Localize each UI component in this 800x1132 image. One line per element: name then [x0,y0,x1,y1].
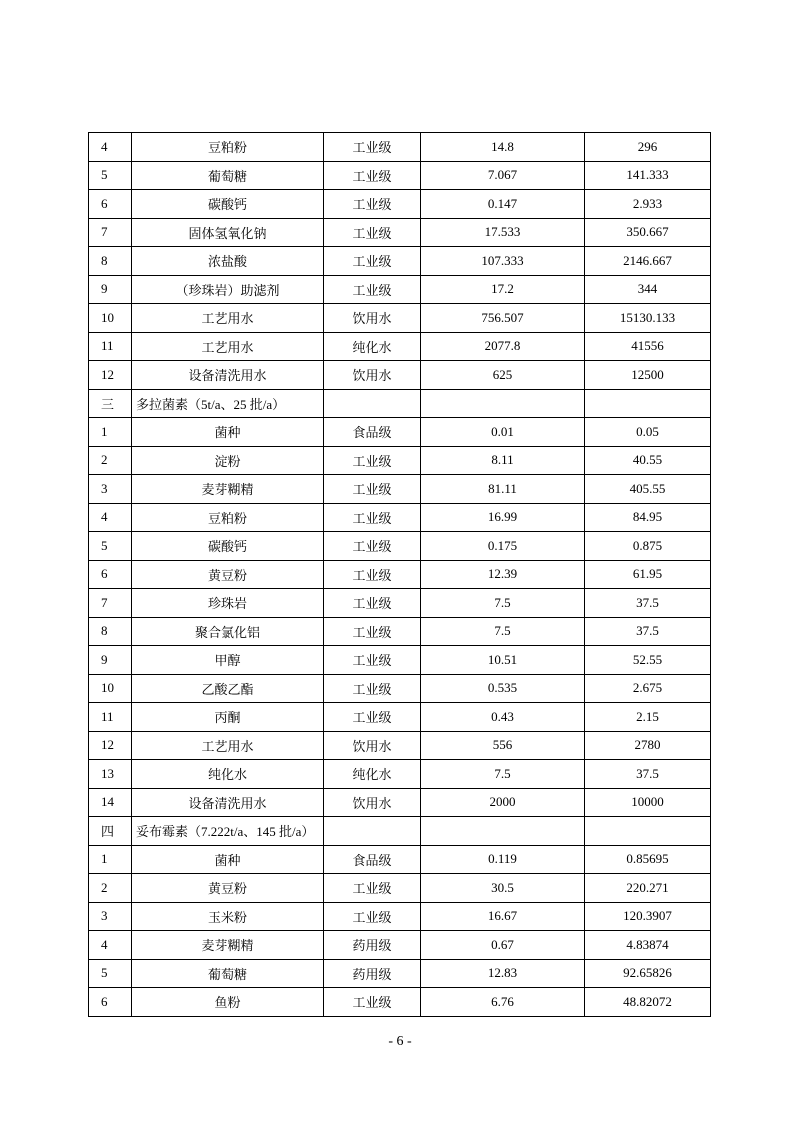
amount-cell: 8.11 [421,446,585,475]
empty-cell [585,817,711,846]
material-name-cell: 设备清洗用水 [132,361,324,390]
material-name-cell: 葡萄糖 [132,959,324,988]
row-number-cell: 10 [89,304,132,333]
total-cell: 37.5 [585,589,711,618]
grade-cell: 工业级 [324,532,421,561]
amount-cell: 12.83 [421,959,585,988]
total-cell: 350.667 [585,218,711,247]
amount-cell: 2077.8 [421,332,585,361]
material-name-cell: 豆粕粉 [132,133,324,162]
section-number-cell: 四 [89,817,132,846]
total-cell: 2.15 [585,703,711,732]
amount-cell: 2000 [421,788,585,817]
row-number-cell: 4 [89,931,132,960]
row-number-cell: 4 [89,133,132,162]
row-number-cell: 12 [89,731,132,760]
grade-cell: 饮用水 [324,788,421,817]
total-cell: 48.82072 [585,988,711,1017]
amount-cell: 7.067 [421,161,585,190]
table-row [89,161,711,190]
amount-cell: 7.5 [421,589,585,618]
total-cell: 2.933 [585,190,711,219]
grade-cell: 工业级 [324,446,421,475]
total-cell: 37.5 [585,617,711,646]
section-title-cell: 多拉菌素（5t/a、25 批/a） [132,389,324,418]
row-number-cell: 7 [89,589,132,618]
material-name-cell: 黄豆粉 [132,874,324,903]
amount-cell: 14.8 [421,133,585,162]
table-row [89,133,711,162]
raw-material-table [88,132,711,1017]
empty-cell [324,817,421,846]
total-cell: 2146.667 [585,247,711,276]
material-name-cell: （珍珠岩）助滤剂 [132,275,324,304]
total-cell: 12500 [585,361,711,390]
empty-cell [324,389,421,418]
grade-cell: 药用级 [324,931,421,960]
row-number-cell: 6 [89,988,132,1017]
grade-cell: 食品级 [324,418,421,447]
material-name-cell: 乙酸乙酯 [132,674,324,703]
material-name-cell: 工艺用水 [132,731,324,760]
row-number-cell: 4 [89,503,132,532]
table-row [89,788,711,817]
table-row [89,560,711,589]
empty-cell [421,817,585,846]
section-title-cell: 妥布霉素（7.222t/a、145 批/a） [132,817,324,846]
table-row [89,247,711,276]
table-row [89,418,711,447]
table-row [89,760,711,789]
table-row [89,503,711,532]
material-name-cell: 麦芽糊精 [132,475,324,504]
row-number-cell: 6 [89,560,132,589]
material-name-cell: 聚合氯化铝 [132,617,324,646]
grade-cell: 工业级 [324,902,421,931]
material-name-cell: 碳酸钙 [132,532,324,561]
total-cell: 0.85695 [585,845,711,874]
table-row [89,674,711,703]
total-cell: 0.05 [585,418,711,447]
table-row [89,475,711,504]
grade-cell: 食品级 [324,845,421,874]
empty-cell [585,389,711,418]
table-row [89,332,711,361]
amount-cell: 12.39 [421,560,585,589]
row-number-cell: 3 [89,475,132,504]
total-cell: 4.83874 [585,931,711,960]
row-number-cell: 10 [89,674,132,703]
grade-cell: 工业级 [324,503,421,532]
amount-cell: 0.119 [421,845,585,874]
grade-cell: 工业级 [324,275,421,304]
row-number-cell: 13 [89,760,132,789]
table-row [89,190,711,219]
material-name-cell: 浓盐酸 [132,247,324,276]
total-cell: 40.55 [585,446,711,475]
amount-cell: 16.99 [421,503,585,532]
amount-cell: 81.11 [421,475,585,504]
row-number-cell: 1 [89,845,132,874]
row-number-cell: 3 [89,902,132,931]
material-name-cell: 固体氢氧化钠 [132,218,324,247]
material-name-cell: 珍珠岩 [132,589,324,618]
material-name-cell: 鱼粉 [132,988,324,1017]
grade-cell: 工业级 [324,589,421,618]
row-number-cell: 5 [89,959,132,988]
row-number-cell: 14 [89,788,132,817]
total-cell: 120.3907 [585,902,711,931]
total-cell: 84.95 [585,503,711,532]
table-row [89,959,711,988]
row-number-cell: 9 [89,275,132,304]
amount-cell: 0.535 [421,674,585,703]
material-name-cell: 甲醇 [132,646,324,675]
row-number-cell: 8 [89,247,132,276]
material-name-cell: 黄豆粉 [132,560,324,589]
total-cell: 2780 [585,731,711,760]
table-row [89,731,711,760]
table-row [89,532,711,561]
material-name-cell: 纯化水 [132,760,324,789]
table-row [89,988,711,1017]
total-cell: 61.95 [585,560,711,589]
table-row [89,361,711,390]
table-row [89,703,711,732]
material-name-cell: 菌种 [132,418,324,447]
grade-cell: 工业级 [324,674,421,703]
grade-cell: 纯化水 [324,332,421,361]
table-row [89,275,711,304]
table-row [89,304,711,333]
grade-cell: 工业级 [324,247,421,276]
total-cell: 141.333 [585,161,711,190]
total-cell: 405.55 [585,475,711,504]
row-number-cell: 11 [89,332,132,361]
grade-cell: 工业级 [324,475,421,504]
table-row [89,874,711,903]
amount-cell: 17.533 [421,218,585,247]
row-number-cell: 12 [89,361,132,390]
total-cell: 10000 [585,788,711,817]
material-name-cell: 碳酸钙 [132,190,324,219]
amount-cell: 556 [421,731,585,760]
amount-cell: 16.67 [421,902,585,931]
amount-cell: 30.5 [421,874,585,903]
amount-cell: 0.147 [421,190,585,219]
amount-cell: 17.2 [421,275,585,304]
total-cell: 0.875 [585,532,711,561]
grade-cell: 工业级 [324,646,421,675]
material-name-cell: 工艺用水 [132,332,324,361]
amount-cell: 756.507 [421,304,585,333]
row-number-cell: 8 [89,617,132,646]
section-row [89,389,711,418]
grade-cell: 饮用水 [324,361,421,390]
grade-cell: 工业级 [324,874,421,903]
table-row [89,646,711,675]
material-name-cell: 设备清洗用水 [132,788,324,817]
material-name-cell: 工艺用水 [132,304,324,333]
grade-cell: 工业级 [324,218,421,247]
grade-cell: 工业级 [324,190,421,219]
amount-cell: 6.76 [421,988,585,1017]
amount-cell: 0.67 [421,931,585,960]
table-row [89,589,711,618]
material-name-cell: 玉米粉 [132,902,324,931]
amount-cell: 107.333 [421,247,585,276]
table-row [89,902,711,931]
row-number-cell: 2 [89,874,132,903]
total-cell: 37.5 [585,760,711,789]
total-cell: 92.65826 [585,959,711,988]
grade-cell: 工业级 [324,560,421,589]
material-name-cell: 菌种 [132,845,324,874]
grade-cell: 工业级 [324,988,421,1017]
row-number-cell: 5 [89,161,132,190]
total-cell: 344 [585,275,711,304]
table-row [89,218,711,247]
total-cell: 2.675 [585,674,711,703]
row-number-cell: 6 [89,190,132,219]
amount-cell: 0.43 [421,703,585,732]
amount-cell: 0.175 [421,532,585,561]
table-row [89,617,711,646]
material-name-cell: 豆粕粉 [132,503,324,532]
total-cell: 296 [585,133,711,162]
grade-cell: 工业级 [324,161,421,190]
section-number-cell: 三 [89,389,132,418]
empty-cell [421,389,585,418]
grade-cell: 饮用水 [324,731,421,760]
amount-cell: 7.5 [421,760,585,789]
amount-cell: 7.5 [421,617,585,646]
section-row [89,817,711,846]
grade-cell: 工业级 [324,703,421,732]
material-name-cell: 葡萄糖 [132,161,324,190]
amount-cell: 10.51 [421,646,585,675]
grade-cell: 工业级 [324,617,421,646]
material-name-cell: 丙酮 [132,703,324,732]
row-number-cell: 9 [89,646,132,675]
table-body [89,133,711,1017]
material-name-cell: 麦芽糊精 [132,931,324,960]
total-cell: 15130.133 [585,304,711,333]
row-number-cell: 2 [89,446,132,475]
page-number: - 6 - [388,1034,412,1049]
row-number-cell: 5 [89,532,132,561]
table-row [89,446,711,475]
row-number-cell: 1 [89,418,132,447]
grade-cell: 药用级 [324,959,421,988]
row-number-cell: 7 [89,218,132,247]
table-row [89,931,711,960]
amount-cell: 0.01 [421,418,585,447]
grade-cell: 饮用水 [324,304,421,333]
total-cell: 52.55 [585,646,711,675]
grade-cell: 工业级 [324,133,421,162]
amount-cell: 625 [421,361,585,390]
total-cell: 220.271 [585,874,711,903]
material-name-cell: 淀粉 [132,446,324,475]
total-cell: 41556 [585,332,711,361]
table-row [89,845,711,874]
row-number-cell: 11 [89,703,132,732]
grade-cell: 纯化水 [324,760,421,789]
